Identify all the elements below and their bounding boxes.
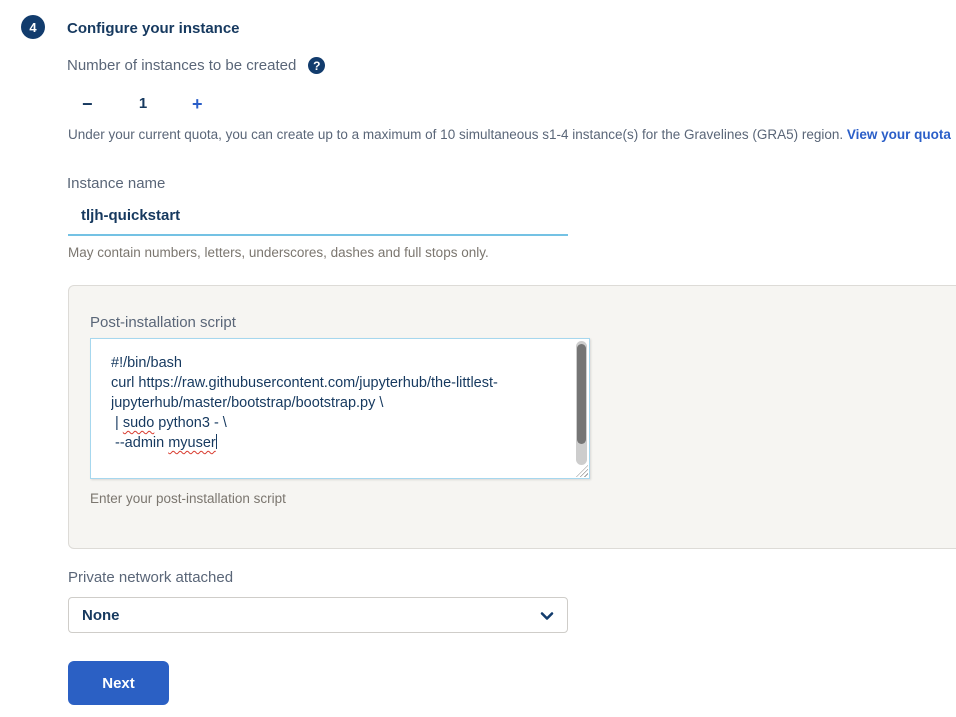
- instance-count-stepper: [80, 93, 220, 115]
- increment-button[interactable]: +: [192, 94, 203, 114]
- next-button[interactable]: Next: [68, 661, 169, 705]
- resize-handle-icon[interactable]: [576, 465, 588, 477]
- decrement-button[interactable]: −: [82, 94, 93, 114]
- chevron-down-icon: [540, 609, 554, 623]
- instance-name-label: Instance name: [67, 175, 166, 192]
- private-network-label: Private network attached: [68, 569, 234, 586]
- step-number-badge: 4: [21, 15, 45, 39]
- instance-name-helper: May contain numbers, letters, underscores, dashes and full stops only.: [68, 245, 489, 260]
- view-quota-link[interactable]: View your quota: [846, 127, 951, 142]
- help-icon[interactable]: ?: [308, 57, 325, 74]
- text-caret: [216, 434, 217, 449]
- instance-count-value: 1: [138, 95, 148, 112]
- post-install-helper: Enter your post-installation script: [90, 491, 286, 506]
- instance-name-input[interactable]: [68, 203, 568, 236]
- misspelled-word: sudo: [122, 415, 155, 431]
- misspelled-word: myuser: [168, 435, 216, 451]
- quota-text: [68, 127, 956, 142]
- step-title: Configure your instance: [67, 20, 240, 37]
- post-install-label: Post-installation script: [90, 314, 236, 331]
- instance-count-field: [67, 57, 325, 74]
- instance-count-label: Number of instances to be created: [67, 57, 297, 74]
- post-install-textarea[interactable]: [90, 338, 590, 479]
- scrollbar-track[interactable]: [576, 341, 587, 465]
- quota-message: Under your current quota, you can create up to a maximum of 10 simultaneous s1-4 instance(s) for the Gravelines (GRA5) region.: [68, 127, 847, 142]
- private-network-value: None: [82, 606, 120, 624]
- scrollbar-thumb[interactable]: [577, 344, 586, 444]
- post-install-script: #!/bin/bash curl https://raw.githubusercontent.com/jupyterhub/the-littlest- jupyterhub/master/bootstrap/bootstrap.py \ | sudo python3 - \ --admin myuser: [111, 355, 498, 451]
- private-network-select[interactable]: [68, 597, 568, 633]
